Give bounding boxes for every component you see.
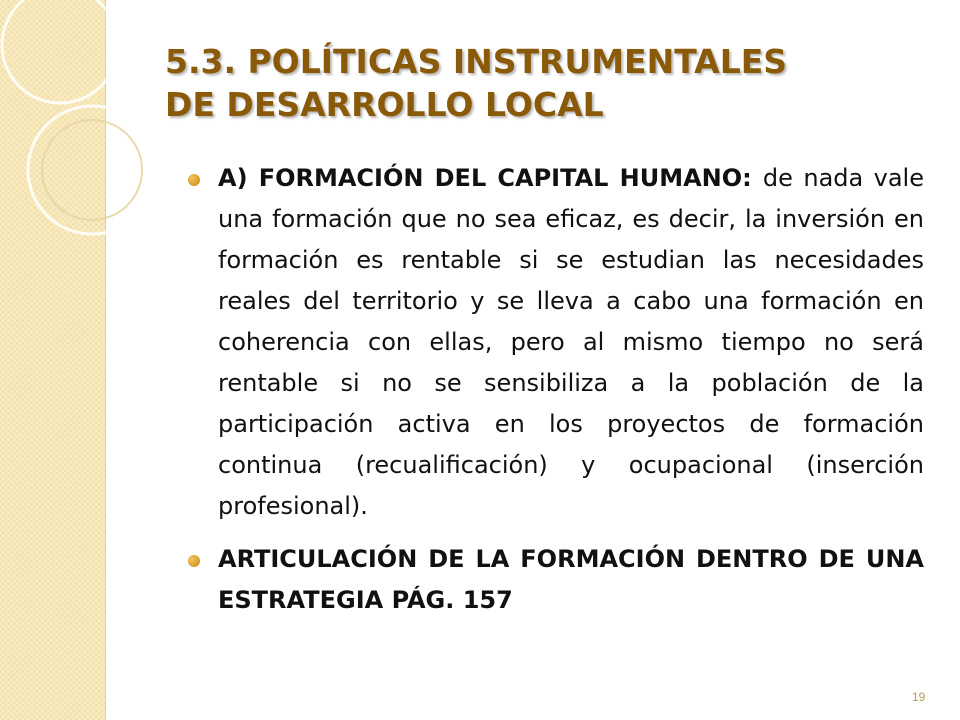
page-number: 19	[912, 690, 926, 704]
bullet-item-capital-humano	[188, 158, 924, 527]
slide-title-line-2: DE DESARROLLO LOCAL	[165, 85, 604, 124]
bullet-icon	[188, 174, 200, 186]
slide-title	[165, 40, 925, 126]
bullet-item-articulacion	[188, 539, 924, 621]
decorative-side-band	[0, 0, 106, 720]
bullet-text: de nada vale una formación que no sea eficaz, es decir, la inversión en formación es rentable si se estudian las necesidades reales del territorio y se lleva a cabo una formación en coherencia con ellas, pero al mismo tiempo no será rentable si no se sensibiliza a la población de la participación activa en los proyectos de formación continua (recualificación) y ocupacional (inserción profesional).	[218, 164, 924, 520]
bullet-heading: ARTICULACIÓN DE LA FORMACIÓN DENTRO DE UNA ESTRATEGIA PÁG. 157	[218, 545, 924, 614]
slide-title-line-1: 5.3. POLÍTICAS INSTRUMENTALES	[165, 42, 788, 81]
bullet-icon	[188, 555, 200, 567]
bullet-heading: A) FORMACIÓN DEL CAPITAL HUMANO:	[218, 164, 763, 192]
bullet-list	[188, 158, 924, 621]
